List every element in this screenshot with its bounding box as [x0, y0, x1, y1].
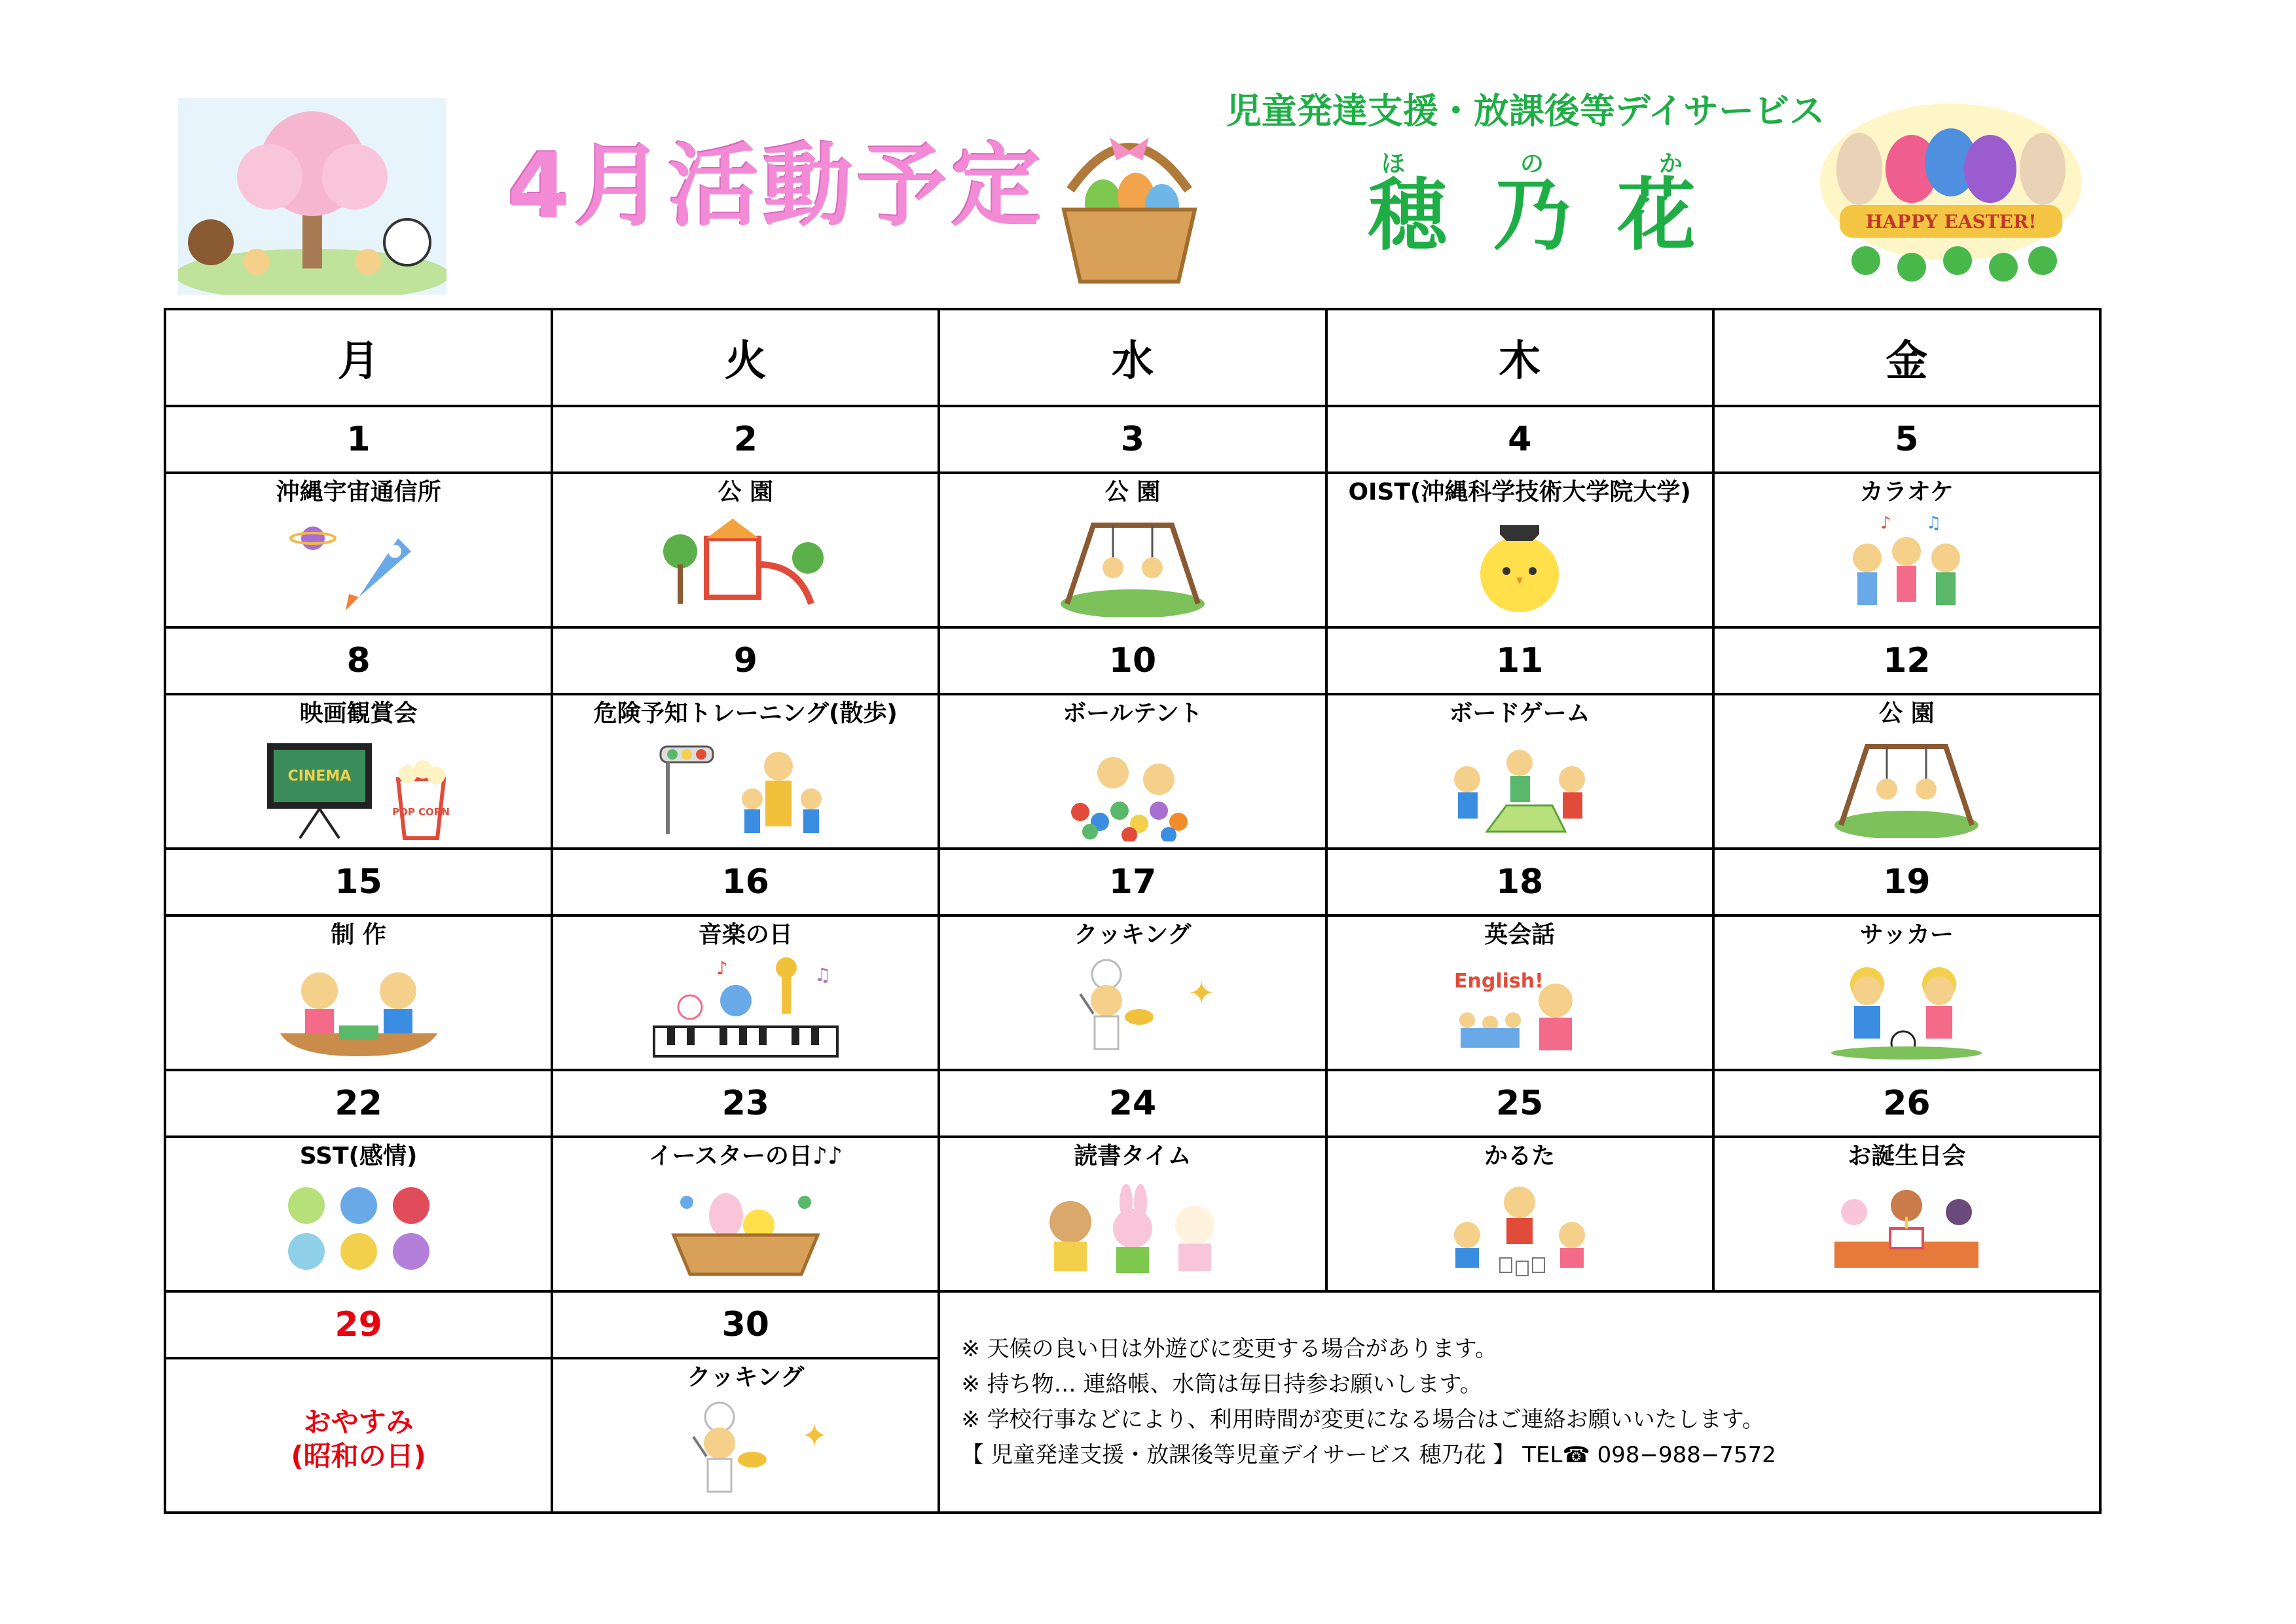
swing-icon — [1828, 733, 1985, 838]
activity-label: クッキング — [1074, 921, 1192, 948]
activity-label: 公 園 — [718, 479, 774, 506]
easter-basket-icon — [661, 1176, 831, 1281]
activity-row — [165, 473, 2100, 627]
note-line: ※ 持ち物… 連絡帳、水筒は毎日持参お願いします。 — [961, 1371, 1482, 1397]
date-cell: 11 — [1326, 627, 1713, 694]
karuta-icon — [1441, 1176, 1598, 1281]
popcorn-text: POP CORN — [392, 806, 450, 818]
activity-cell — [165, 1137, 552, 1291]
activity-cell — [939, 694, 1326, 849]
holiday-cell — [165, 1358, 552, 1513]
activity-cell — [552, 1137, 939, 1291]
activity-row — [165, 1137, 2100, 1291]
activity-cell — [552, 915, 939, 1070]
chef-icon — [647, 1397, 844, 1502]
date-cell: 9 — [552, 627, 939, 694]
activity-cell — [939, 1137, 1326, 1291]
board-game-icon — [1441, 733, 1598, 838]
activity-label: OIST(沖縄科学技術大学院大学) — [1348, 479, 1691, 506]
activity-cell — [1326, 694, 1713, 849]
swing-icon — [1054, 512, 1211, 617]
activity-label: 公 園 — [1104, 479, 1161, 506]
page-title: 4月活動予定 — [507, 134, 1046, 239]
contact-line: 【 児童発達支援・放課後等児童デイサービス 穂乃花 】 TEL☎ 098−988−7572 — [961, 1442, 1776, 1468]
activity-label: 音楽の日 — [698, 921, 793, 948]
holiday-label: おやすみ — [303, 1406, 414, 1438]
date-cell: 2 — [552, 406, 939, 473]
crafting-kids-icon — [274, 955, 444, 1060]
activity-cell — [1713, 694, 2100, 849]
weekday-wednesday: 水 — [939, 309, 1326, 406]
note-line: ※ 天候の良い日は外遊びに変更する場合があります。 — [961, 1336, 1497, 1362]
activity-cell — [1326, 473, 1713, 627]
activity-cell — [1326, 915, 1713, 1070]
activity-label: 映画観賞会 — [299, 700, 418, 727]
date-cell: 10 — [939, 627, 1326, 694]
date-row — [165, 849, 2100, 915]
weekday-header-row — [165, 309, 2100, 406]
activity-label: 沖縄宇宙通信所 — [276, 479, 441, 506]
activity-label: かるた — [1484, 1143, 1556, 1170]
facility-name — [1368, 170, 1696, 262]
cinema-icon — [261, 733, 457, 841]
date-cell: 17 — [939, 849, 1326, 915]
date-cell: 3 — [939, 406, 1326, 473]
activity-row — [165, 915, 2100, 1070]
name-char: 花 — [1617, 170, 1696, 261]
activity-cell — [939, 915, 1326, 1070]
activity-cell — [165, 915, 552, 1070]
organization-name: 児童発達支援・放課後等デイサービス — [1226, 90, 1825, 132]
easter-banner-text: HAPPY EASTER! — [1865, 211, 2037, 232]
date-row — [165, 406, 2100, 473]
date-cell: 22 — [165, 1070, 552, 1137]
date-row — [165, 1070, 2100, 1137]
date-cell: 16 — [552, 849, 939, 915]
activity-label: サッカー — [1859, 921, 1954, 948]
date-cell: 24 — [939, 1070, 1326, 1137]
ball-pit-icon — [1061, 733, 1205, 841]
date-cell: 30 — [552, 1291, 939, 1358]
svg-text:♫: ♫ — [814, 964, 831, 986]
holiday-date-cell: 29 — [165, 1291, 552, 1358]
piano-animals-icon — [651, 955, 841, 1060]
easter-basket-icon — [1051, 111, 1208, 288]
activity-cell — [552, 473, 939, 627]
activity-cell — [1713, 473, 2100, 627]
activity-label: イースターの日♪♪ — [648, 1143, 843, 1170]
date-cell: 18 — [1326, 849, 1713, 915]
english-text: English! — [1454, 970, 1544, 993]
easter-bunnies-illustration — [1813, 97, 2088, 287]
traffic-light-walk-icon — [647, 733, 844, 838]
rocket-icon — [287, 512, 431, 617]
cinema-text: CINEMA — [287, 768, 351, 784]
activity-label: ボードゲーム — [1449, 700, 1590, 727]
svg-text:♪: ♪ — [716, 957, 728, 979]
weekday-tuesday: 火 — [552, 309, 939, 406]
activity-label: クッキング — [687, 1364, 805, 1391]
activity-cell — [939, 473, 1326, 627]
activity-label: 読書タイム — [1074, 1143, 1192, 1170]
calendar-table — [164, 308, 2102, 1514]
activity-label: カラオケ — [1859, 479, 1954, 506]
chick-scientist-icon — [1454, 512, 1585, 617]
note-line: ※ 学校行事などにより、利用時間が変更になる場合はご連絡お願いいたします。 — [961, 1407, 1764, 1433]
activity-label: SST(感情) — [299, 1143, 418, 1170]
ruby-char: の — [1520, 151, 1544, 177]
activity-cell — [552, 1358, 939, 1513]
name-char: 乃 — [1493, 170, 1571, 261]
activity-cell — [1713, 1137, 2100, 1291]
karaoke-kids-icon — [1834, 512, 1978, 617]
date-cell: 5 — [1713, 406, 2100, 473]
svg-text:♫: ♫ — [1926, 513, 1942, 533]
weekday-thursday: 木 — [1326, 309, 1713, 406]
svg-text:✦: ✦ — [1188, 975, 1215, 1012]
activity-label: 危険予知トレーニング(散歩) — [593, 700, 898, 727]
activity-cell — [1326, 1137, 1713, 1291]
date-cell: 15 — [165, 849, 552, 915]
date-cell: 26 — [1713, 1070, 2100, 1137]
date-row — [165, 627, 2100, 694]
date-row — [165, 1291, 2100, 1358]
activity-cell — [165, 694, 552, 849]
activity-label: 英会話 — [1484, 921, 1556, 948]
activity-label: 公 園 — [1879, 700, 1935, 727]
chef-icon — [1034, 955, 1231, 1060]
svg-text:✦: ✦ — [801, 1418, 828, 1454]
weekday-monday: 月 — [165, 309, 552, 406]
date-cell: 23 — [552, 1070, 939, 1137]
soccer-kids-icon — [1828, 955, 1985, 1060]
activity-label: お誕生日会 — [1848, 1143, 1966, 1170]
activity-cell — [165, 473, 552, 627]
birthday-party-icon — [1821, 1176, 1992, 1281]
date-cell: 1 — [165, 406, 552, 473]
date-cell: 12 — [1713, 627, 2100, 694]
activity-label: 制 作 — [331, 921, 386, 948]
weekday-friday: 金 — [1713, 309, 2100, 406]
cherry-tree-animals-illustration — [178, 98, 446, 295]
date-cell: 8 — [165, 627, 552, 694]
emotion-faces-icon — [280, 1176, 437, 1281]
activity-row — [165, 694, 2100, 849]
notes-block — [939, 1291, 2100, 1513]
date-cell: 4 — [1326, 406, 1713, 473]
playground-icon — [661, 512, 831, 617]
activity-label: ボールテント — [1063, 700, 1203, 727]
holiday-name: (昭和の日) — [291, 1440, 426, 1472]
svg-text:♪: ♪ — [1880, 513, 1891, 533]
ruby-char: か — [1658, 151, 1683, 177]
reading-animals-icon — [1034, 1176, 1231, 1281]
date-cell: 19 — [1713, 849, 2100, 915]
date-cell: 25 — [1326, 1070, 1713, 1137]
name-char: 穂 — [1368, 170, 1447, 261]
english-lesson-icon — [1441, 955, 1598, 1060]
activity-cell — [552, 694, 939, 849]
ruby-char: ほ — [1381, 151, 1406, 177]
activity-cell — [1713, 915, 2100, 1070]
